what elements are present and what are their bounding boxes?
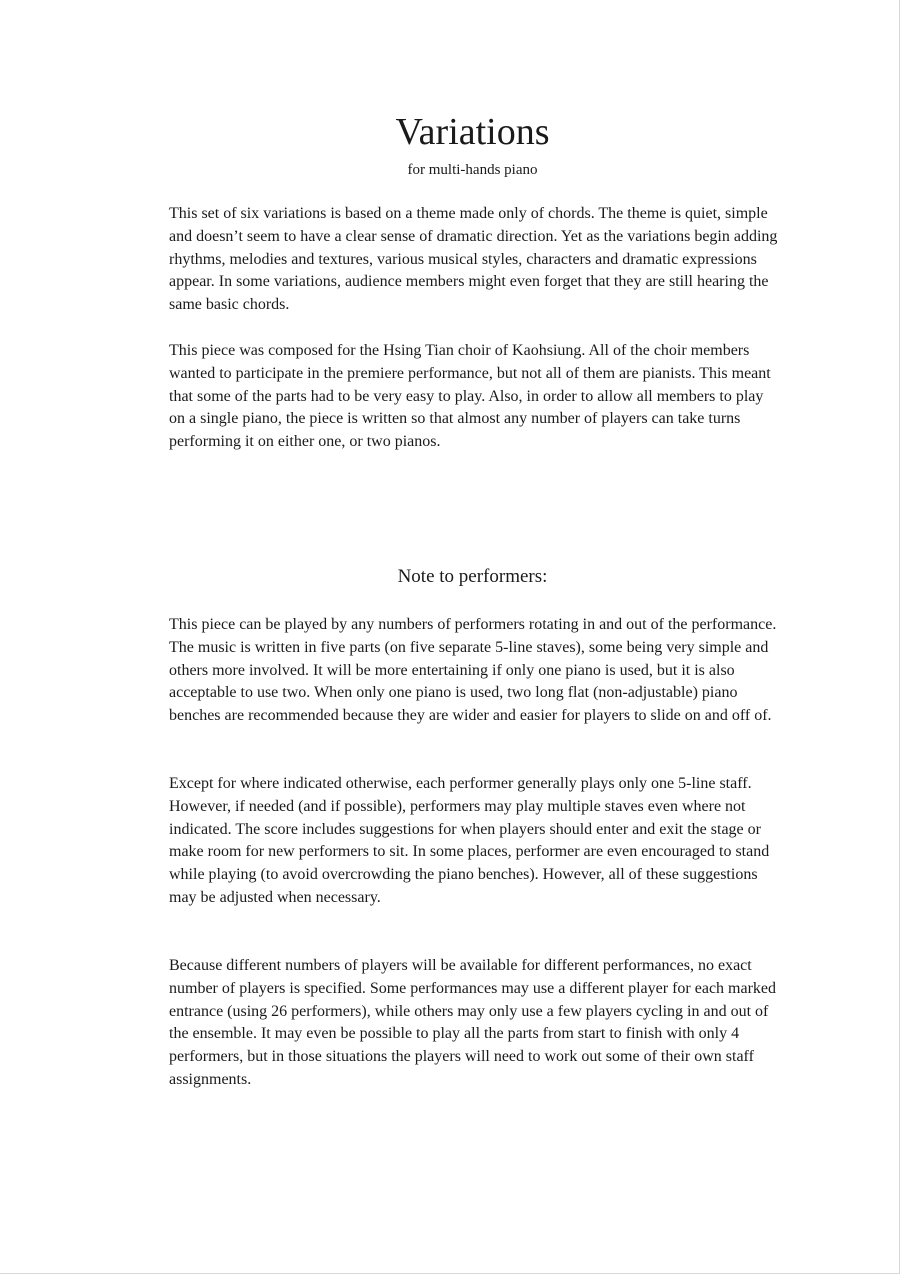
intro-paragraph: This piece was composed for the Hsing Tian choir of Kaohsiung. All of the choir members wanted to participate in the premiere performance, but not all of them are pianists. This meant that some of the parts had to be very easy to play. Also, in order to allow all members to play on a single piano, the piece is written so that almost any number of players can take turns performing it on either one, or two pianos. bbox=[169, 342, 771, 451]
document-title: Variations bbox=[395, 111, 550, 153]
notes-paragraph: Because different numbers of players will be available for different performances, no exact number of players is specified. Some performances may use a different player for each marked entrance (using 26 performers), while others may only use a few players cycling in and out of the ensemble. It may even be possible to play all the parts from start to finish with only 4 performers, but in those situations the players will need to work out some of their own staff assignments. bbox=[169, 957, 777, 1088]
intro-paragraph: This set of six variations is based on a theme made only of chords. The theme is quiet, simple and doesn’t seem to have a clear sense of dramatic direction. Yet as the variations begin adding rhythms, melodies and textures, various musical styles, characters and dramatic expressions appear. In some variations, audience members might even forget that they are still hearing the same basic chords. bbox=[169, 205, 778, 314]
notes-paragraph: This piece can be played by any numbers of performers rotating in and out of the performance. The music is written in five parts (on five separate 5-line staves), some being very simple and others more involved. It will be more entertaining if only one piano is used, but it is also acceptable to use two. When only one piano is used, two long flat (non-adjustable) piano benches are recommended because they are wider and easier for players to slide on and off of. bbox=[169, 616, 777, 725]
notes-paragraph: Except for where indicated otherwise, each performer generally plays only one 5-line staff. However, if needed (and if possible), performers may play multiple staves even where not indicated. The score includes suggestions for when players should enter and exit the stage or make room for new performers to sit. In some places, performer are even encouraged to stand while playing (to avoid overcrowding the piano benches). However, all of these suggestions may be adjusted when necessary. bbox=[169, 775, 770, 906]
notes-heading: Note to performers: bbox=[397, 566, 548, 587]
document-subtitle: for multi-hands piano bbox=[407, 162, 538, 178]
